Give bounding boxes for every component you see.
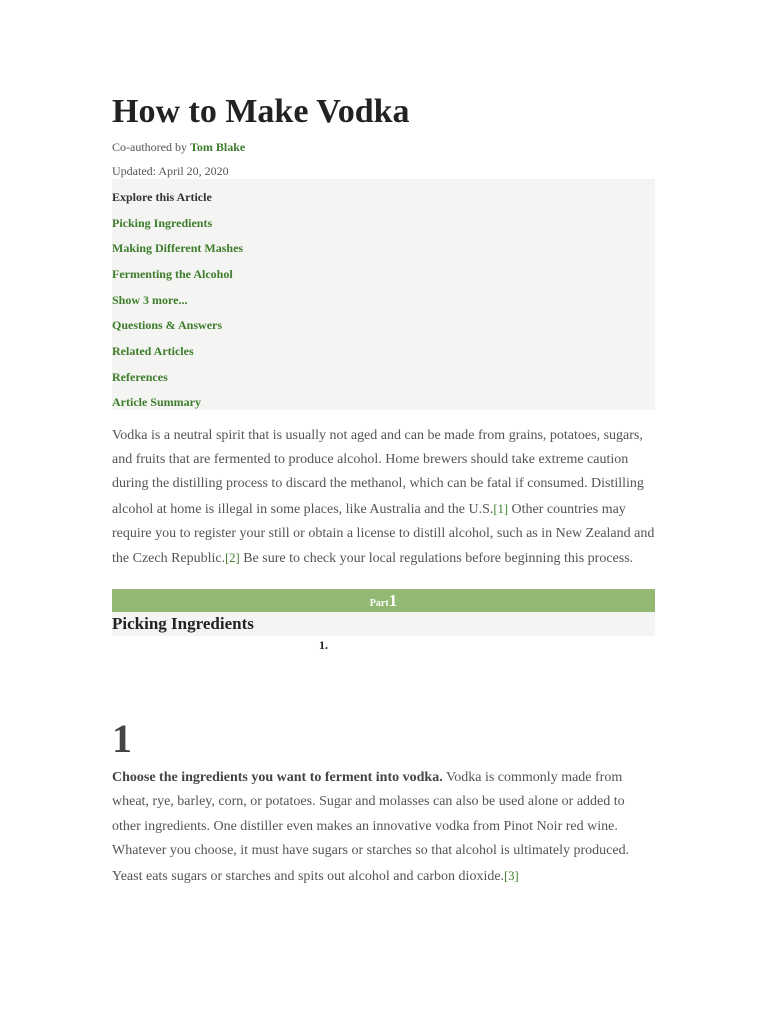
intro-text: Be sure to check your local regulations before beginning this process.: [239, 551, 634, 567]
toc-heading: Explore this Article: [112, 190, 212, 204]
toc-item-making-different-mashes[interactable]: Making Different Mashes: [112, 241, 244, 255]
toc-item-related-articles[interactable]: Related Articles: [112, 344, 194, 358]
updated-date: Updated: April 20, 2020: [112, 164, 229, 178]
part-number: 1: [388, 591, 398, 610]
toc-item-questions-answers[interactable]: Questions & Answers: [112, 318, 223, 332]
table-of-contents: [112, 179, 655, 410]
intro-text: Other countries may require you to register your still or obtain a license to distill alcohol, such as in New Zealand and the Czech Republic.: [112, 501, 655, 567]
intro-text: Vodka is a neutral spirit that is usually not aged and can be made from grains, potatoes, sugars, and fruits that are fermented to produce alcohol. Home brewers should take extreme caution during the distilling process to discard the methanol, which can be fatal if consumed. Distilling alcohol at home is illegal in some places, like Australia and the U.S.: [112, 428, 644, 517]
byline: [112, 139, 245, 155]
step-body: Vodka is commonly made from wheat, rye, barley, corn, or potatoes. Sugar and molasses can also be used alone or added to other ingredients. One distiller even makes an innovative vodka from Pinot Noir red wine. Whatever you choose, it must have sugars or starches so that alcohol is ultimately produced. Yeast eats sugars or starches and spits out alcohol and carbon dioxide.: [112, 770, 630, 884]
step-bold-lead: Choose the ingredients you want to ferment into vodka.: [112, 770, 443, 785]
toc-show-more-link[interactable]: Show 3 more...: [112, 293, 188, 307]
step-list-marker: 1.: [319, 638, 328, 652]
section-header: [112, 612, 655, 636]
byline-prefix: Co-authored by: [112, 140, 190, 154]
reference-link-2[interactable]: [2]: [225, 551, 240, 566]
intro-paragraph: [112, 424, 655, 571]
part-banner: [112, 589, 655, 612]
part-label: Part: [369, 598, 389, 609]
toc-item-picking-ingredients[interactable]: Picking Ingredients: [112, 216, 213, 230]
author-link[interactable]: Tom Blake: [189, 140, 246, 154]
toc-item-references[interactable]: References: [112, 370, 168, 384]
toc-item-article-summary[interactable]: Article Summary: [112, 395, 201, 409]
section-title: Picking Ingredients: [112, 614, 254, 633]
step-number: 1: [112, 716, 132, 761]
toc-item-fermenting-the-alcohol[interactable]: Fermenting the Alcohol: [112, 267, 233, 281]
article-title: How to Make Vodka: [112, 93, 410, 130]
reference-link-1[interactable]: [1]: [493, 501, 508, 516]
reference-link-3[interactable]: [3]: [504, 868, 519, 883]
step-text: [112, 766, 655, 889]
